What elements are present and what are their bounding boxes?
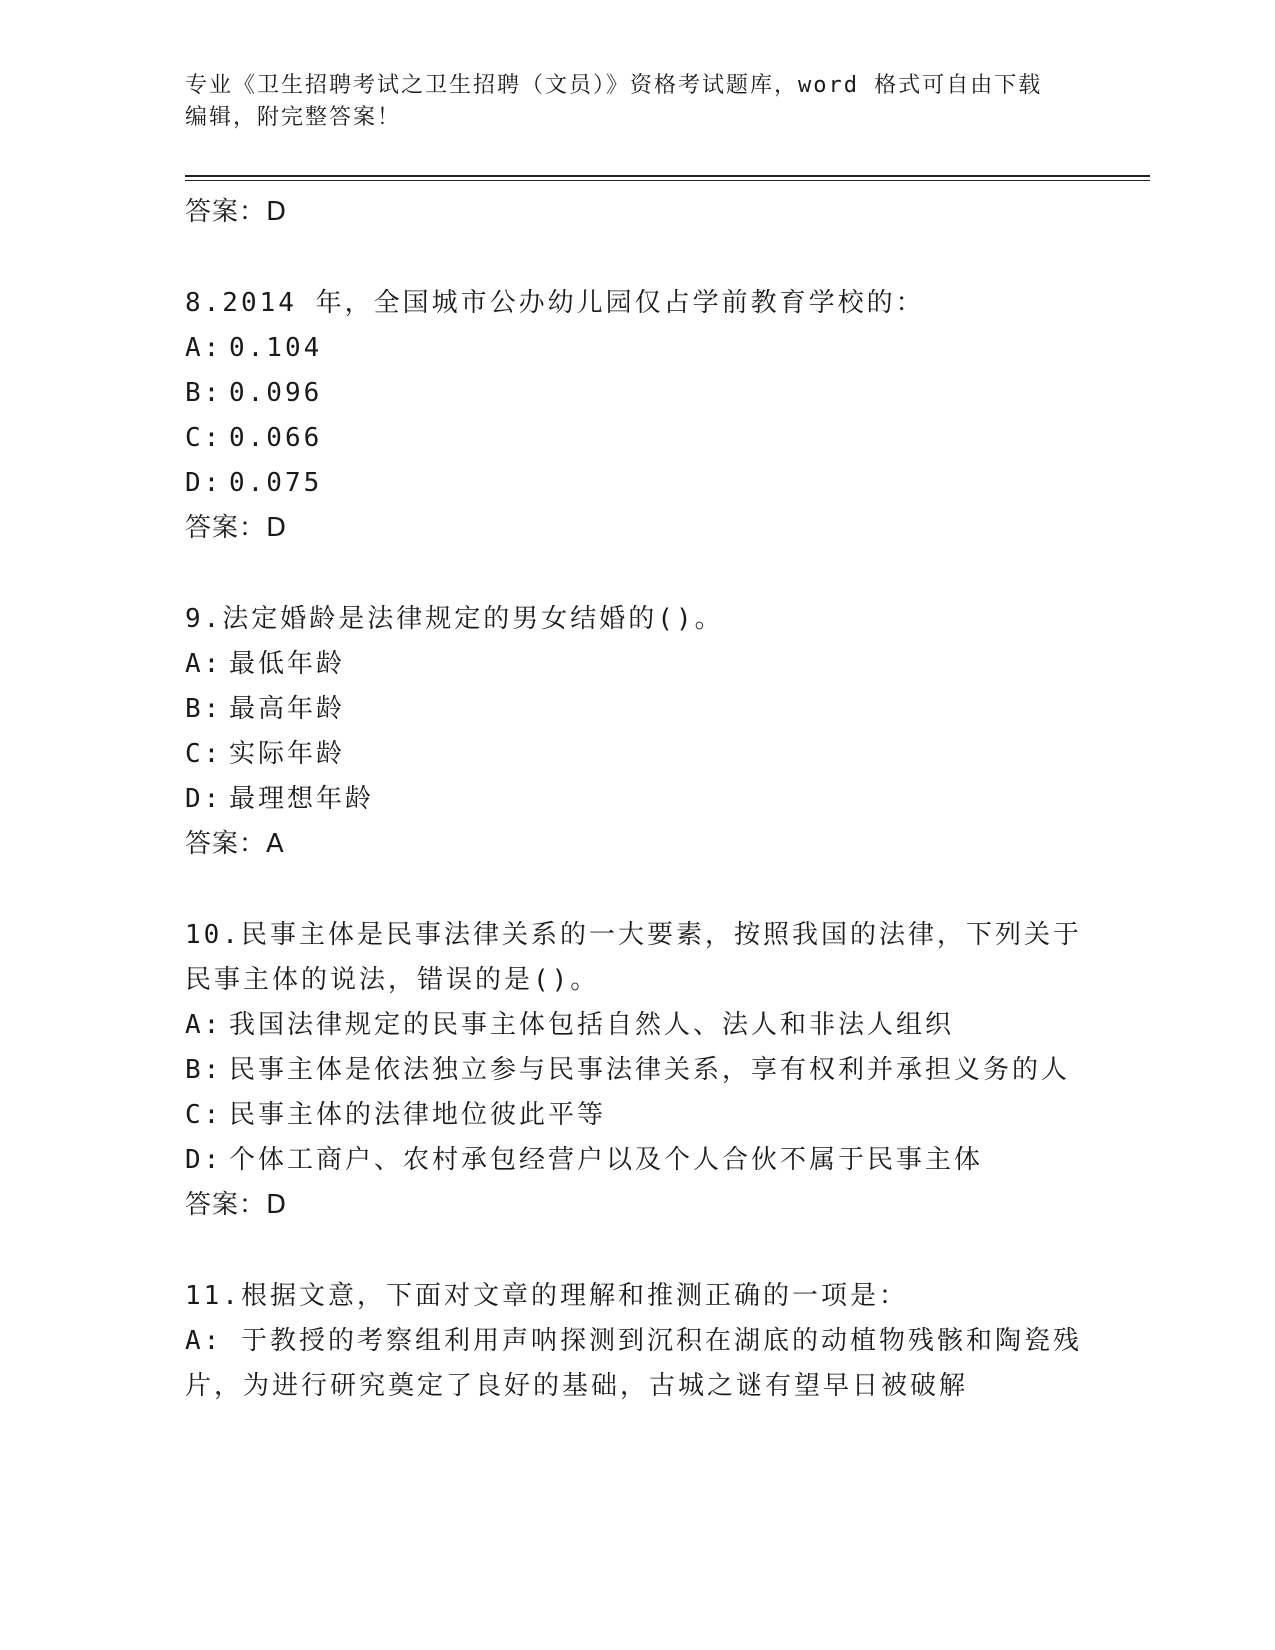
- option-a: [185, 326, 1085, 371]
- question-stem: 11.根据文意，下面对文章的理解和推测正确的一项是：: [185, 1281, 908, 1311]
- option-text: 0.066: [229, 423, 323, 453]
- option-a-line-2: 片，为进行研究奠定了良好的基础，古城之谜有望早日被破解: [185, 1371, 969, 1401]
- option-a: [185, 1003, 1085, 1048]
- option-key: C:: [185, 1100, 223, 1130]
- document-header: [185, 70, 1085, 134]
- option-key: A:: [185, 1010, 223, 1040]
- option-key: D:: [185, 784, 223, 814]
- header-rule-thick: [185, 175, 1150, 177]
- option-a-line-1: A: 于教授的考察组利用声呐探测到沉积在湖底的动植物残骸和陶瓷残: [185, 1326, 1082, 1356]
- header-rule-thin: [185, 180, 1150, 181]
- option-key: A:: [185, 649, 223, 679]
- option-text: 0.075: [229, 468, 323, 498]
- spacer: [185, 867, 1085, 913]
- option-text: 0.096: [229, 378, 323, 408]
- answer-label: 答案：: [185, 829, 267, 859]
- answer-line: [185, 190, 1085, 235]
- option-text: 民事主体的法律地位彼此平等: [229, 1100, 607, 1130]
- question-stem-continued: 民事主体的说法，错误的是()。: [185, 965, 600, 995]
- option-key: D:: [185, 1145, 223, 1175]
- option-d: [185, 777, 1085, 822]
- answer-line: [185, 822, 1085, 867]
- spacer: [185, 1228, 1085, 1274]
- answer-value: D: [266, 513, 288, 543]
- option-b: [185, 687, 1085, 732]
- option-text: 实际年龄: [229, 739, 346, 769]
- answer-label: 答案：: [185, 1190, 267, 1220]
- spacer: [185, 235, 1085, 281]
- option-text: 最理想年龄: [229, 784, 375, 814]
- option-a: [185, 642, 1085, 687]
- answer-label: 答案：: [185, 513, 267, 543]
- option-key: B:: [185, 378, 223, 408]
- answer-value: D: [266, 197, 288, 227]
- option-key: A:: [185, 333, 223, 363]
- option-b: [185, 371, 1085, 416]
- answer-line: [185, 506, 1085, 551]
- option-key: B:: [185, 694, 223, 724]
- option-text: 最高年龄: [229, 694, 346, 724]
- answer-line: [185, 1183, 1085, 1228]
- header-line-2: 编辑，附完整答案！: [185, 105, 402, 130]
- option-text: 民事主体是依法独立参与民事法律关系，享有权利并承担义务的人: [229, 1055, 1071, 1085]
- answer-value: D: [266, 1190, 288, 1220]
- option-text: 最低年龄: [229, 649, 346, 679]
- question-content: [185, 190, 1085, 1409]
- question-stem: 10.民事主体是民事法律关系的一大要素，按照我国的法律，下列关于: [185, 920, 1082, 950]
- question-stem: 8.2014 年，全国城市公办幼儿园仅占学前教育学校的：: [185, 288, 925, 318]
- option-d: [185, 461, 1085, 506]
- option-c: [185, 1093, 1085, 1138]
- option-text: 0.104: [229, 333, 323, 363]
- option-key: B:: [185, 1055, 223, 1085]
- spacer: [185, 551, 1085, 597]
- option-c: [185, 732, 1085, 777]
- option-c: [185, 416, 1085, 461]
- answer-label: 答案：: [185, 197, 267, 227]
- option-text: 个体工商户、农村承包经营户以及个人合伙不属于民事主体: [229, 1145, 984, 1175]
- answer-value: A: [266, 829, 285, 859]
- option-key: C:: [185, 423, 223, 453]
- option-b: [185, 1048, 1085, 1093]
- option-key: D:: [185, 468, 223, 498]
- header-line-1: 专业《卫生招聘考试之卫生招聘（文员）》资格考试题库，word 格式可自由下载: [185, 73, 1043, 98]
- option-text: 我国法律规定的民事主体包括自然人、法人和非法人组织: [229, 1010, 955, 1040]
- question-stem: 9.法定婚龄是法律规定的男女结婚的()。: [185, 604, 724, 634]
- option-d: [185, 1138, 1085, 1183]
- option-key: C:: [185, 739, 223, 769]
